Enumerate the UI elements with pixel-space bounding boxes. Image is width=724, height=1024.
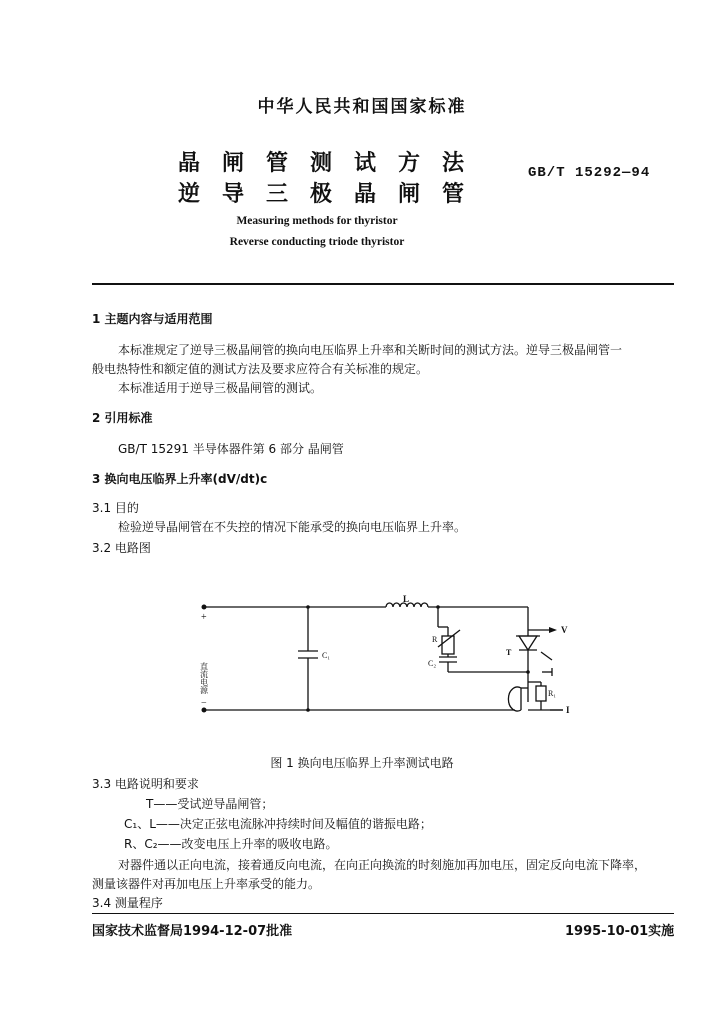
standard-code: GB/T 15292—94: [528, 165, 651, 181]
section-3-2-heading: 3.2 电路图: [92, 541, 151, 555]
label-plus: +: [201, 612, 207, 623]
section-3-4-heading: 3.4 测量程序: [92, 896, 163, 910]
label-minus: −: [201, 698, 207, 709]
header-divider: [92, 283, 674, 285]
issuing-organization: 中华人民共和国国家标准: [257, 97, 467, 117]
title-english-line2: Reverse conducting triode thyristor: [229, 236, 405, 248]
label-C2: C₂: [428, 659, 437, 668]
figure-caption: 图 1 换向电压临界上升率测试电路: [270, 756, 454, 770]
section-3-3-heading: 3.3 电路说明和要求: [92, 777, 199, 791]
label-R1: R₁: [548, 689, 557, 698]
footer-divider: [92, 913, 674, 914]
section-3-3-paragraph-line1: 对器件通以正向电流，接着通反向电流，在向正向换流的时刻施加再加电压，固定反向电流下降率，: [118, 858, 647, 872]
section-3-1-text: 检验逆导晶闸管在不失控的情况下能承受的换向电压临界上升率。: [118, 520, 467, 534]
section-2-reference: GB/T 15291 半导体器件第 6 部分 晶闸管: [118, 442, 344, 456]
section-3-3-item-T: T——受试逆导晶闸管；: [146, 797, 274, 811]
section-2-heading: 2 引用标准: [92, 411, 153, 425]
implementation-date: 1995-10-01实施: [565, 924, 675, 939]
section-3-3-item-C1-L: C₁、L——决定正弦电流脉冲持续时间及幅值的谐振电路；: [124, 817, 432, 831]
label-C1: C₁: [322, 651, 331, 660]
section-3-1-heading: 3.1 目的: [92, 501, 139, 515]
section-1-paragraph-line2: 般电热特性和额定值的测试方法及要求应符合有关标准的规定。: [92, 362, 429, 376]
section-3-heading: 3 换向电压临界上升率(dV/dt)c: [92, 472, 268, 486]
label-L: L: [403, 594, 410, 604]
title-chinese-line2: 逆导三极晶闸管: [178, 182, 487, 207]
title-english-line1: Measuring methods for thyristor: [236, 215, 398, 227]
section-3-3-paragraph-line2: 测量该器件对再加电压上升率承受的能力。: [92, 877, 321, 891]
title-chinese-line1: 晶闸管测试方法: [178, 151, 487, 176]
section-1-paragraph-line1: 本标准规定了逆导三极晶闸管的换向电压临界上升率和关断时间的测试方法。逆导三极晶闸管一: [118, 343, 623, 357]
circuit-diagram: [190, 592, 580, 722]
section-3-3-item-R-C2: R、C₂——改变电压上升率的吸收电路。: [124, 837, 338, 851]
label-R: R: [432, 635, 438, 644]
label-dc-source: 直流电源: [199, 662, 209, 694]
section-1-heading: 1 主题内容与适用范围: [92, 312, 213, 326]
section-1-scope: 本标准适用于逆导三极晶闸管的测试。: [118, 381, 323, 395]
label-I: I: [566, 705, 570, 715]
approval-date: 国家技术监督局1994-12-07批准: [92, 924, 293, 939]
label-V: V: [561, 625, 568, 635]
label-T: T: [506, 648, 512, 657]
